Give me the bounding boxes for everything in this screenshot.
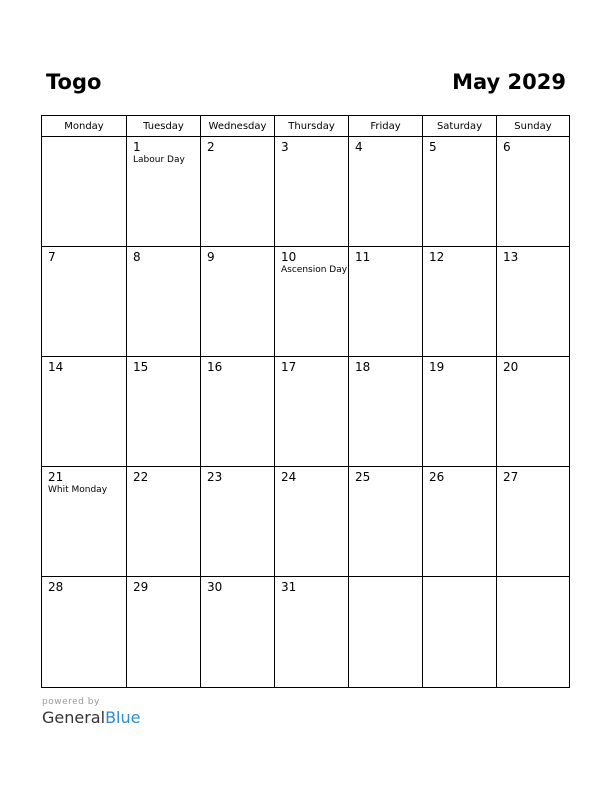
day-number: 26 <box>429 470 445 484</box>
day-number: 10 <box>281 250 297 264</box>
day-cell <box>127 357 201 467</box>
day-cell <box>349 137 423 247</box>
day-cell <box>497 137 569 247</box>
day-number: 13 <box>503 250 519 264</box>
holiday-label: Whit Monday <box>48 485 108 495</box>
day-cell <box>423 137 497 247</box>
day-cell <box>275 357 349 467</box>
day-number: 25 <box>355 470 371 484</box>
day-cell <box>42 577 127 687</box>
powered-by-text: powered by <box>42 697 100 707</box>
day-cell <box>497 357 569 467</box>
day-cell <box>275 577 349 687</box>
weekday-header-friday: Friday <box>349 116 423 137</box>
day-number: 16 <box>207 360 223 374</box>
day-number: 1 <box>133 140 141 154</box>
day-cell <box>349 247 423 357</box>
day-number: 2 <box>207 140 215 154</box>
day-cell <box>423 467 497 577</box>
weekday-header-thursday: Thursday <box>275 116 349 137</box>
day-number: 6 <box>503 140 511 154</box>
day-cell <box>275 467 349 577</box>
day-number: 22 <box>133 470 149 484</box>
weekday-header-wednesday: Wednesday <box>201 116 275 137</box>
day-number: 9 <box>207 250 215 264</box>
day-cell <box>127 467 201 577</box>
day-cell <box>201 247 275 357</box>
day-cell <box>127 247 201 357</box>
day-number: 12 <box>429 250 445 264</box>
day-cell <box>423 577 497 687</box>
day-cell <box>201 577 275 687</box>
day-number: 14 <box>48 360 64 374</box>
calendar-grid <box>41 115 570 688</box>
weekday-header-sunday: Sunday <box>497 116 569 137</box>
day-number: 3 <box>281 140 289 154</box>
day-number: 23 <box>207 470 223 484</box>
day-cell <box>497 467 569 577</box>
day-cell <box>127 577 201 687</box>
day-number: 24 <box>281 470 297 484</box>
day-number: 4 <box>355 140 363 154</box>
holiday-label: Ascension Day <box>281 265 348 275</box>
day-cell <box>201 467 275 577</box>
day-cell <box>423 357 497 467</box>
logo-text-general: General <box>42 708 106 727</box>
day-number: 11 <box>355 250 371 264</box>
day-cell <box>42 357 127 467</box>
day-cell <box>497 247 569 357</box>
day-number: 17 <box>281 360 297 374</box>
day-number: 29 <box>133 580 149 594</box>
day-cell <box>42 247 127 357</box>
day-number: 7 <box>48 250 56 264</box>
footer-branding <box>42 697 140 727</box>
day-number: 5 <box>429 140 437 154</box>
day-cell <box>275 247 349 357</box>
logo-text-blue: Blue <box>105 708 141 727</box>
day-cell <box>349 357 423 467</box>
day-cell <box>423 247 497 357</box>
day-number: 31 <box>281 580 297 594</box>
weekday-header-monday: Monday <box>42 116 127 137</box>
day-number: 20 <box>503 360 519 374</box>
day-number: 21 <box>48 470 64 484</box>
day-cell <box>349 467 423 577</box>
day-cell <box>42 467 127 577</box>
country-title: Togo <box>46 70 102 94</box>
day-cell <box>201 137 275 247</box>
day-cell <box>275 137 349 247</box>
day-number: 19 <box>429 360 445 374</box>
day-cell <box>42 137 127 247</box>
day-cell <box>349 577 423 687</box>
month-title: May 2029 <box>452 70 566 94</box>
weekday-header-saturday: Saturday <box>423 116 497 137</box>
day-number: 27 <box>503 470 519 484</box>
day-number: 8 <box>133 250 141 264</box>
day-number: 18 <box>355 360 371 374</box>
day-cell <box>201 357 275 467</box>
day-cell <box>127 137 201 247</box>
day-number: 28 <box>48 580 64 594</box>
day-number: 30 <box>207 580 223 594</box>
day-cell <box>497 577 569 687</box>
weekday-header-tuesday: Tuesday <box>127 116 201 137</box>
day-number: 15 <box>133 360 149 374</box>
generalblue-logo[interactable] <box>42 709 140 727</box>
holiday-label: Labour Day <box>133 155 185 165</box>
